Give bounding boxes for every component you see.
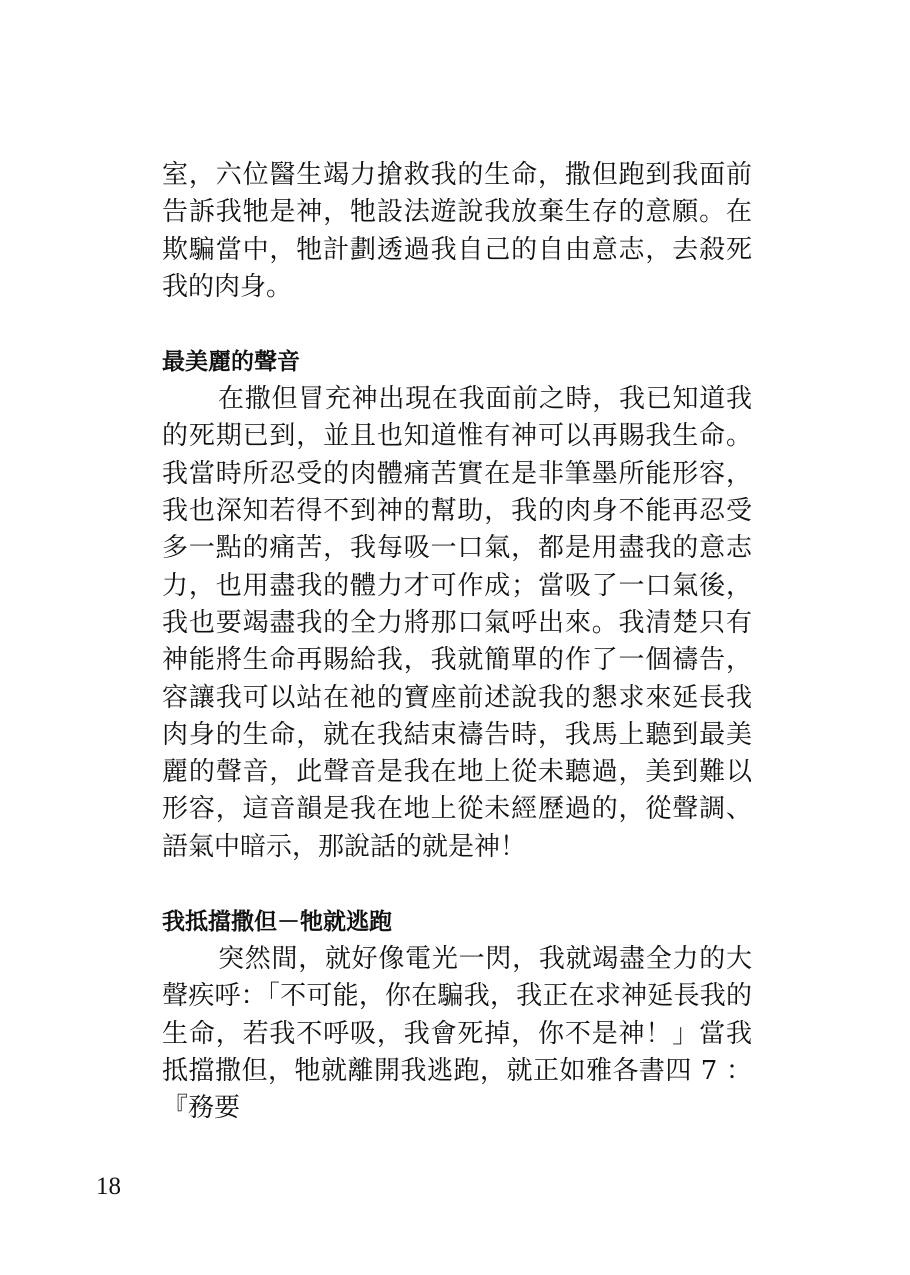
paragraph-2: 在撒但冒充神出現在我面前之時，我已知道我的死期已到，並且也知道惟有神可以再賜我生命。我當時所忍受的肉體痛苦實在是非筆墨所能形容，我也深知若得不到神的幫助，我的肉身不能再忍受多一點的痛苦，我每吸一口氣，都是用盡我的意志力，也用盡我的體力才可作成；當吸了一口氣後，我也要竭盡我的全力將那口氣呼出來。我清楚只有神能將生命再賜給我，我就簡單的作了一個禱告，容讓我可以站在祂的寶座前述說我的懇求來延長我肉身的生命，就在我結束禱告時，我馬上聽到最美麗的聲音，此聲音是我在地上從未聽過，美到難以形容，這音韻是我在地上從未經歷過的，從聲調、語氣中暗示，那說話的就是神！: [162, 384, 752, 862]
page-number: 18: [96, 1173, 121, 1200]
paragraph-3: 突然間，就好像電光一閃，我就竭盡全力的大聲疾呼：「不可能，你在騙我，我正在求神延長我的生命，若我不呼吸，我會死掉，你不是神！」當我抵擋撒但，牠就離開我逃跑，就正如雅各書四 7 ：『務要: [162, 944, 752, 1124]
spacer: [162, 866, 752, 905]
spacer: [162, 306, 752, 345]
section-heading-2: 我抵擋撒但－牠就逃跑: [162, 909, 392, 936]
section-heading-1: 最美麗的聲音: [162, 349, 300, 376]
paragraph-1: 室，六位醫生竭力搶救我的生命，撒但跑到我面前告訴我牠是神，牠設法遊說我放棄生存的意願。在欺騙當中，牠計劃透過我自己的自由意志，去殺死我的肉身。: [162, 160, 752, 302]
page-body: [162, 157, 752, 1128]
